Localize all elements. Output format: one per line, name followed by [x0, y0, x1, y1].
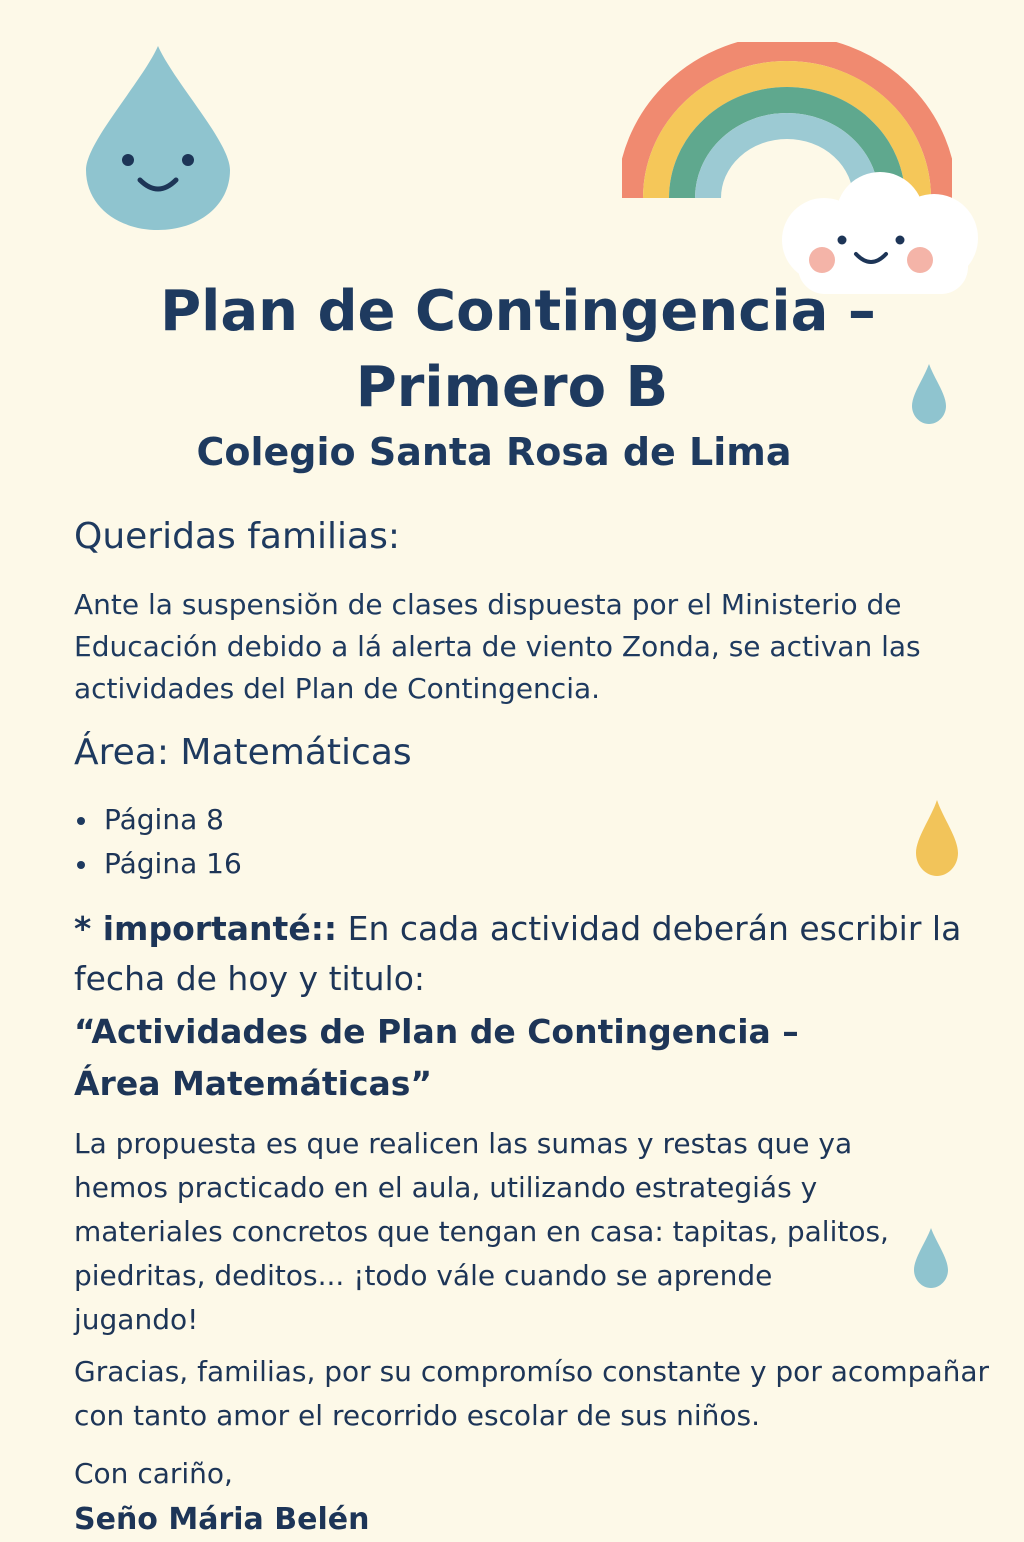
greeting: Queridas familias:: [74, 516, 400, 557]
pages-list: [74, 798, 994, 886]
list-item: Página 8: [74, 798, 994, 842]
signature: Seño Mária Belén: [74, 1502, 370, 1537]
raindrop-icon: [912, 1226, 950, 1290]
intro-paragraph: Ante la suspensiŏn de clases dispuesta por el Ministerio de Educación debido a lá alerta de viento Zonda, se activan las actividades del Plan de Contingencia.: [74, 588, 921, 705]
activity-title-line: “Actividades de Plan de Contingencia –: [74, 1012, 799, 1051]
page-title: Plan de Contingencia –: [160, 279, 876, 344]
list-item: Página 16: [74, 842, 994, 886]
proposal-paragraph: La propuesta es que realicen las sumas y restas que ya hemos practicado en el aula, utilizando estrategiás y materiales concretos que tengan en casa: tapitas, palitos, piedritas, deditos... ¡todo vále cuando se aprende jugando!: [74, 1127, 889, 1336]
farewell: Con cariño,: [74, 1457, 233, 1490]
activity-title: [74, 1006, 994, 1110]
school-name: Colegio Santa Rosa de Lima: [196, 430, 792, 474]
page-title-subline: Primero B: [355, 355, 669, 420]
area-heading: Área: Matemáticas: [74, 732, 412, 773]
smiling-raindrop-icon: [82, 42, 234, 234]
thanks-paragraph: Gracias, familias, por su compromíso constante y por acompañar con tanto amor el recorrido escolar de sus niños.: [74, 1355, 990, 1432]
important-note: [74, 904, 994, 1004]
activity-title-line: Área Matemáticas”: [74, 1064, 433, 1103]
important-text: En cada actividad deberán escribir la fecha de hoy y titulo:: [74, 909, 962, 998]
important-label: * importanté::: [74, 909, 338, 948]
